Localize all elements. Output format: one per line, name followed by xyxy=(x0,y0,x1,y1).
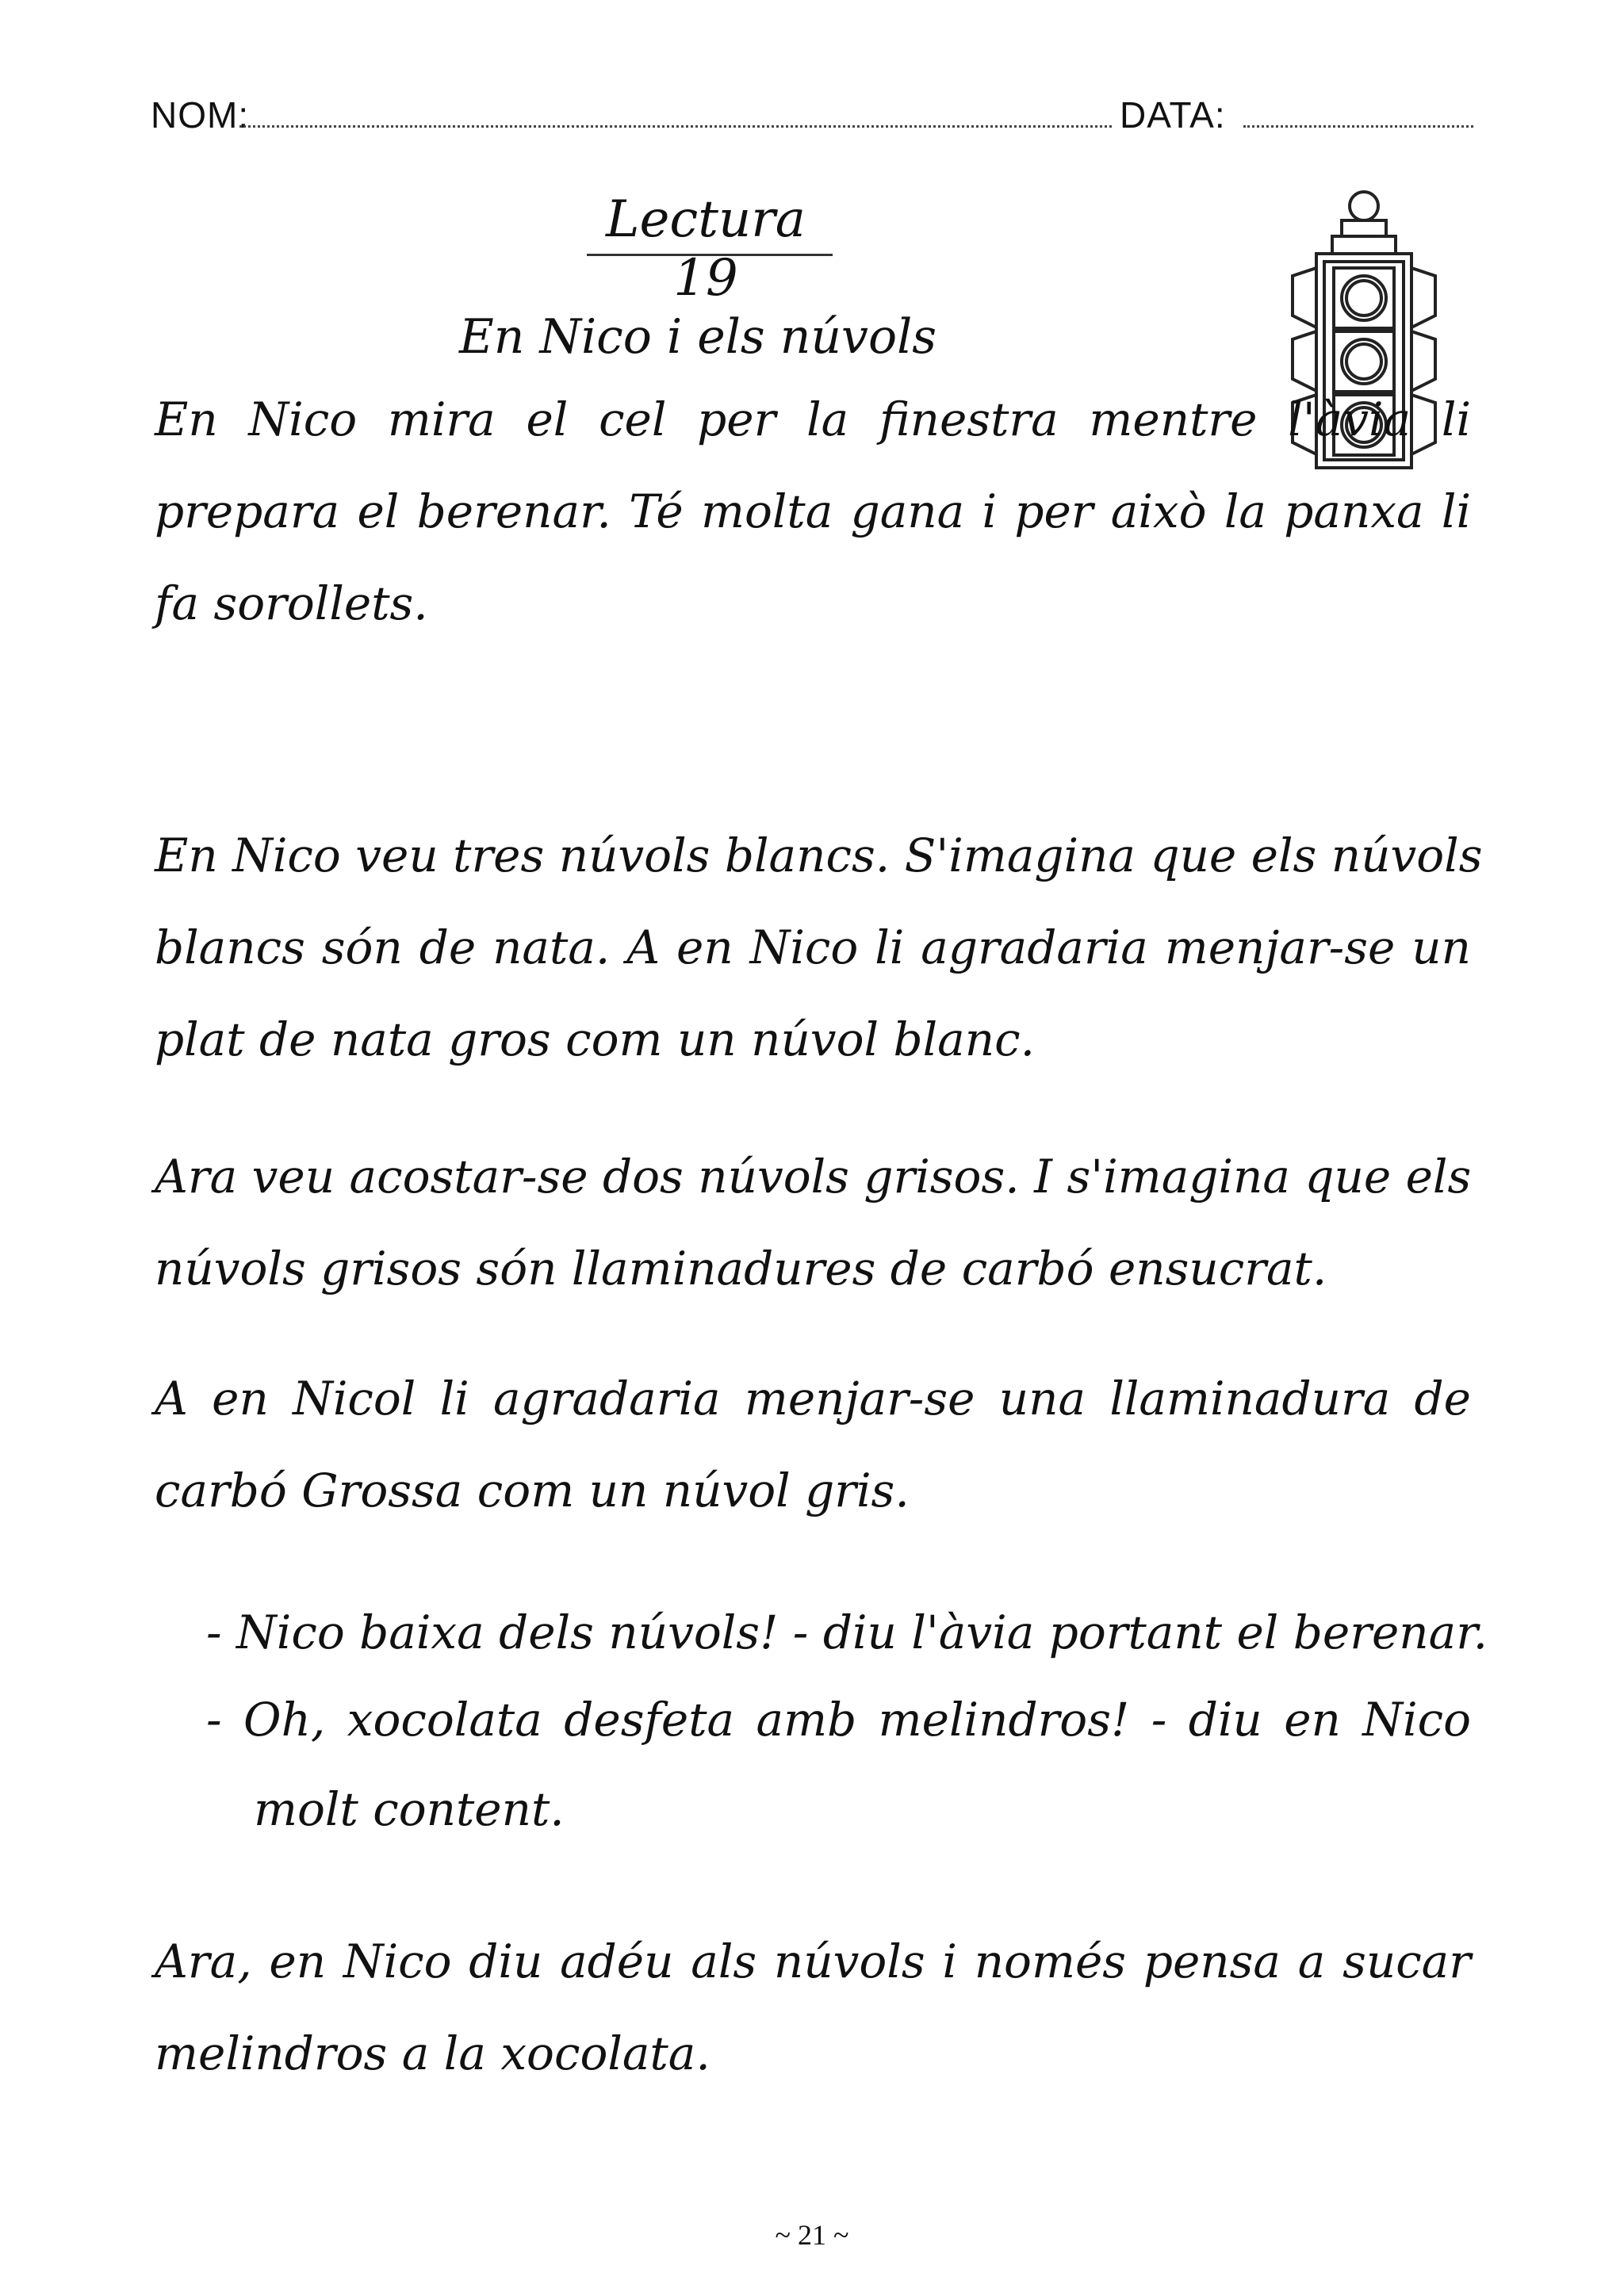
paragraph-line: A en Nicol li agradaria menjar-se una llaminadura de xyxy=(155,1372,1471,1425)
paragraph-line: Ara, en Nico diu adéu als núvols i només pensa a sucar xyxy=(155,1934,1471,1988)
title-underline xyxy=(587,254,833,256)
paragraph-line: fa sorollets. xyxy=(155,576,428,630)
dialogue-text: molt content. xyxy=(254,1782,565,1836)
dialogue-line-3 xyxy=(254,1782,1471,1878)
story-title: En Nico i els núvols xyxy=(458,309,937,365)
paragraph-line: En Nico veu tres núvols blancs. S'imagina que els núvols xyxy=(155,828,1483,882)
paragraph-line: En Nico mira el cel per la finestra mentre l'àvia li xyxy=(155,392,1471,446)
paragraph-line: plat de nata gros com un núvol blanc. xyxy=(155,1012,1036,1066)
page-number: ~ 21 ~ xyxy=(775,2219,849,2251)
paragraph-1 xyxy=(155,392,1471,672)
date-field-line[interactable] xyxy=(1243,125,1473,128)
paragraph-2 xyxy=(155,828,1483,1108)
paragraph-line: Ara veu acostar-se dos núvols grisos. I s'imagina que els xyxy=(155,1150,1472,1203)
dialogue-text: - Oh, xocolata desfeta amb melindros! - diu en Nico xyxy=(206,1693,1471,1747)
name-date-header xyxy=(151,94,1323,141)
dialogue-line-2 xyxy=(206,1693,1471,1789)
closing-paragraph xyxy=(155,1934,1471,2122)
dialogue-line-1 xyxy=(206,1605,1488,1701)
paragraph-3 xyxy=(155,1150,1472,1337)
paragraph-line: núvols grisos són llaminadures de carbó ensucrat. xyxy=(155,1242,1327,1295)
name-field-line[interactable] xyxy=(239,125,1112,128)
date-label: DATA: xyxy=(1120,94,1226,136)
paragraph-line: carbó Grossa com un núvol gris. xyxy=(155,1464,910,1517)
name-label: NOM: xyxy=(151,94,250,136)
paragraph-line: melindros a la xocolata. xyxy=(155,2026,710,2080)
paragraph-4 xyxy=(155,1372,1471,1559)
reading-title: Lectura 19 xyxy=(606,190,806,308)
paragraph-line: blancs són de nata. A en Nico li agradaria menjar-se un xyxy=(155,920,1471,974)
paragraph-line: prepara el berenar. Té molta gana i per això la panxa li xyxy=(155,484,1471,538)
dialogue-text: - Nico baixa dels núvols! - diu l'àvia portant el berenar. xyxy=(206,1605,1488,1659)
